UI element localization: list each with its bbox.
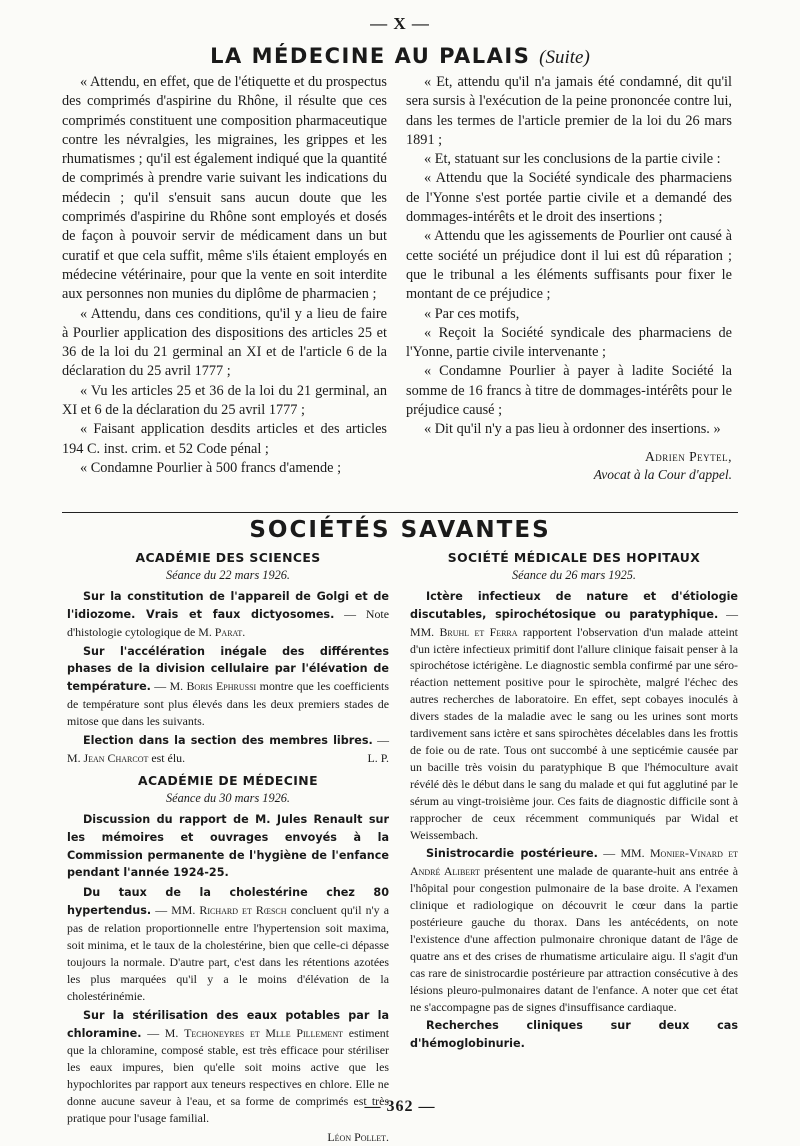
page-number: — 362 —: [364, 1098, 436, 1115]
report-heading: Sur la stérilisation des eaux potables par la chloramine.: [67, 1008, 389, 1040]
report-paragraph: [410, 845, 738, 1015]
report-author: Richard et Rœsch: [199, 903, 287, 918]
report-author: M. Boris Ephrussi: [169, 679, 257, 694]
report-text: rapportent l'observation d'un malade atteint d'un ictère infectieux primitif dont l'allure clinique faisait penser à la spirochétose ictérigène. Le diagnostic sembla confirmé par une séro-réaction nettement positive pour le spirochète, malgré l'échec des autres recherches de laboratoire. En effet, sept cobayes inoculés à divers stades de la maladie avec le sang ou les urines sont morts tardivement sans ictère et sans spirochètes décelables dans les frottis de foie ou de rate. Tous ont succombé à une septicémie causée par un bacille très voisin du paratyphique B que l'hémoculture avait révélé dès le début dans le sang du malade et qui fut agglutiné par le sérum au vingt-troisième jour. Ces faits de diagnostic difficile sont à rapprocher de ceux récemment communiqués par Widal et Weissembach.: [410, 624, 738, 842]
report-paragraph: [410, 1017, 738, 1053]
report-paragraph: [67, 811, 389, 883]
section-title-societes: SOCIÉTÉS SAVANTES: [249, 517, 551, 543]
societes-left-column: [67, 550, 389, 1146]
palais-signature: [406, 448, 732, 484]
report-text: présentent une malade de quarante-huit ans entrée à l'hôpital pour congestion pulmonaire de la base droite. A l'examen clinique et radiologique on découvrit le cœur dans la partie postérieure gauche du thorax. Dans les antécédents, on note l'existence d'une affection pulmonaire chronique datant de l'âge de quatre ans et des crises de rhumatisme articulaire aigu. Il s'agit d'un cas rare de sinistrocardie postérieure par attraction consécutive à des lésions pleuro-pulmonaires datant de l'enfance. A noter que cet état ne s'accompagne pas de signes d'insuffisance cardiaque.: [410, 864, 738, 1014]
report-heading: Ictère infectieux de nature et d'étiologie discutables, spirochétosique ou paratyphique.: [410, 589, 738, 621]
title-suffix: (Suite): [539, 47, 590, 68]
report-heading: Discussion du rapport de M. Jules Renault sur les mémoires et ouvrages envoyés à la Commission permanente de l'hygiène de l'enfance pendant l'année 1924-25.: [67, 812, 389, 880]
report-text: —: [150, 679, 170, 694]
report-text: concluent qu'il n'y a pas de relation proportionnelle entre l'hypertension soit maxima, soit minima, et le taux de la cholestérine, bien que celle-ci dépasse toujours la normale. D'autre part, c'est dans les rétentions azotées les plus marquées qu'il y a le moins d'élévation de la cholestérinémie.: [67, 903, 389, 1003]
palais-paragraph: « Faisant application desdits articles et des articles 194 C. inst. crim. et 52 Code pénal ;: [62, 421, 387, 457]
report-text: —: [372, 733, 389, 748]
report-signature: Léon Pollet.: [327, 1130, 389, 1144]
palais-right-column: [406, 73, 732, 484]
section-divider: [62, 512, 738, 513]
report-heading: Election dans la section des membres libres.: [83, 734, 373, 748]
report-initials: L. P.: [367, 750, 389, 765]
report-text: estiment que la chloramine, composé stable, est très efficace pour stériliser les eaux impures, bien qu'elle soit moins active que les hypochlorites par rapport aux teneurs respectives en chlore. Elle ne donne aucune saveur à l'eau, et sa forme de comprimés est très pratique pour l'usage familial.: [67, 1025, 390, 1126]
societe-medicale-title: SOCIÉTÉ MÉDICALE DES HOPITAUX: [447, 550, 701, 565]
palais-paragraph: « Attendu, en effet, que de l'étiquette et du prospectus des comprimés d'aspirine du Rhône, il résulte que ces comprimés constituent une composition pharmaceutique contre les névralgies, les migraines, les grippes et les rhumatismes ; qu'il est également indiqué que la quantité de comprimés à prendre varie suivant les indications du médecin ; qu'il s'ensuit sans aucun doute que les comprimés d'aspirine du Rhône sont employés et dosés de façon à pouvoir servir de médicament dans un but curatif et que cela suffit, même s'ils étaient employés en médecine vétérinaire, pour que la vente en soit interdite aux personnes non munies du diplôme de pharmacien ;: [62, 74, 387, 303]
report-text: — MM.: [597, 846, 650, 861]
palais-paragraph: « Et, attendu qu'il n'a jamais été condamné, dit qu'il sera sursis à l'exécution de la peine prononcée contre lui, dans les termes de l'article premier de la loi du 26 mars 1891 ;: [406, 74, 732, 148]
report-paragraph: [67, 884, 389, 1004]
report-text: — M.: [141, 1025, 185, 1040]
palais-paragraph: « Reçoit la Société syndicale des pharmaciens de l'Yonne, partie civile intervenante ;: [406, 324, 732, 361]
report-heading: Recherches cliniques sur deux cas d'hémoglobinurie.: [410, 1019, 738, 1051]
report-heading: Du taux de la cholestérine chez 80 hypertendus.: [67, 886, 389, 918]
palais-left-column: [62, 73, 387, 478]
palais-paragraph: « Dit qu'il n'y a pas lieu à ordonner des insertions. »: [424, 421, 721, 438]
report-text: — MM.: [151, 903, 200, 918]
academie-medecine-title: ACADÉMIE DE MÉDECINE: [138, 772, 318, 788]
palais-paragraph: « Attendu, dans ces conditions, qu'il y a lieu de faire à Pourlier application des dispositions des articles 25 et 36 de la loi du 21 germinal an XI et de l'article 6 de la déclaration du 25 avril 1777 ;: [62, 305, 387, 380]
report-author: M. Jean Charcot: [67, 750, 149, 765]
palais-paragraph: « Attendu que les agissements de Pourlier ont causé à cette société un préjudice dont il lui est dû réparation ; que le tribunal a les éléments suffisants pour fixer le montant de ce préjudice ;: [406, 228, 732, 303]
report-author: Techoneyres et Mlle Pillement: [184, 1025, 343, 1040]
report-paragraph: [67, 643, 389, 731]
palais-paragraph: « Attendu que la Société syndicale des pharmaciens de l'Yonne s'est portée partie civile et a demandé des dommages-intérêts et le droit des insertions ;: [406, 170, 732, 226]
report-author: M. Parat.: [198, 624, 246, 639]
academie-medecine-seance: Séance du 30 mars 1926.: [166, 790, 290, 805]
palais-paragraph: « Et, statuant sur les conclusions de la partie civile :: [424, 151, 721, 168]
report-author: Bruhl et Ferra: [439, 624, 518, 639]
report-author: Monier-Vinard et André Alibert: [410, 846, 738, 879]
signature-role: Avocat à la Cour d'appel.: [593, 466, 732, 482]
report-heading: Sinistrocardie postérieure.: [426, 847, 598, 861]
palais-paragraph: « Condamne Pourlier à payer à ladite Société la somme de 16 francs à titre de dommages-intérêts pour le préjudice causé ;: [406, 363, 732, 419]
societe-medicale-seance: Séance du 26 mars 1925.: [512, 567, 636, 582]
palais-paragraph: « Condamne Pourlier à 500 francs d'amende ;: [80, 459, 342, 476]
report-heading: Sur la constitution de l'appareil de Golgi et de l'idiozome. Vrais et faux dictyosomes.: [67, 589, 389, 621]
title-text: LA MÉDECINE AU PALAIS: [210, 44, 531, 68]
folio-top: — X —: [370, 14, 430, 33]
section-title-palais: [0, 44, 800, 69]
palais-paragraph: « Par ces motifs,: [424, 305, 520, 322]
report-text: — Note d'histologie cytologique de: [67, 606, 389, 639]
report-paragraph: [67, 732, 389, 767]
report-text: — MM.: [410, 606, 738, 639]
report-paragraph: [67, 588, 389, 641]
report-paragraph: [410, 588, 738, 844]
academie-sciences-seance: Séance du 22 mars 1926.: [166, 567, 290, 582]
academie-sciences-title: ACADÉMIE DES SCIENCES: [135, 550, 321, 565]
report-text: montre que les coefficients de température sont plus élevés dans les deux premiers stades de mitose que dans les suivants.: [67, 679, 389, 729]
signature-name: Adrien Peytel,: [645, 448, 732, 464]
societes-right-column: [410, 550, 738, 1055]
palais-paragraph: « Vu les articles 25 et 36 de la loi du 21 germinal, an XI et 6 de la déclaration du 25 avril 1777 ;: [62, 382, 387, 419]
report-heading: Sur l'accélération inégale des différentes phases de la division cellulaire par l'élévation de température.: [67, 644, 389, 694]
report-text: est élu.: [148, 750, 186, 765]
